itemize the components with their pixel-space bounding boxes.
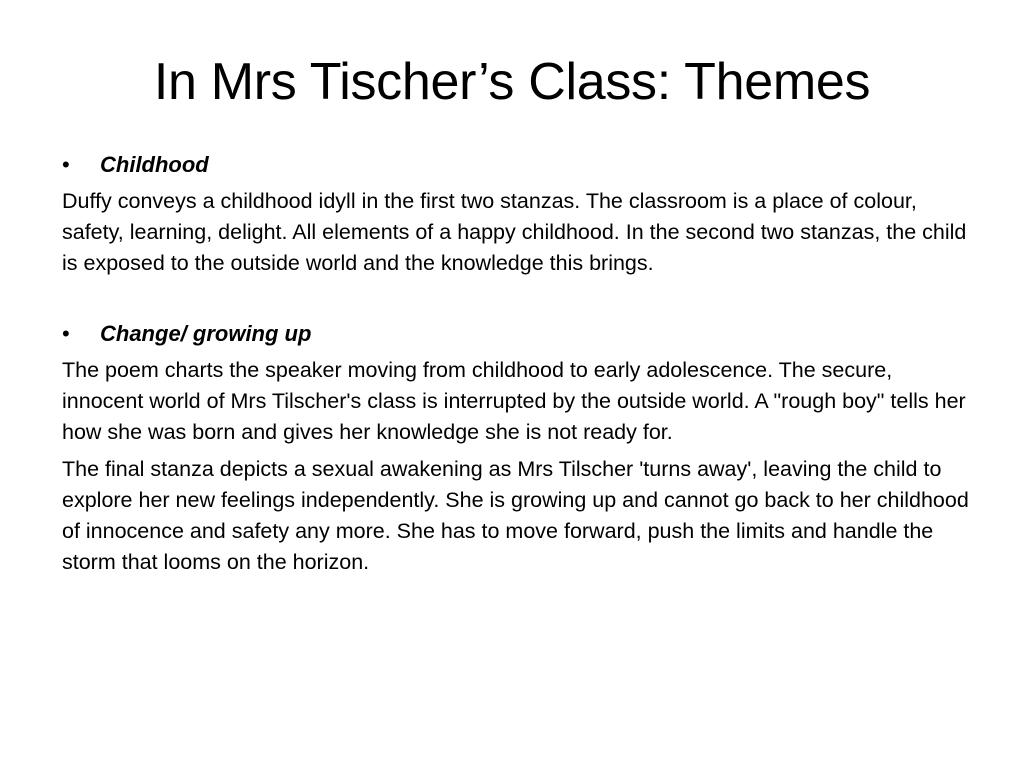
- slide-content: [62, 148, 972, 584]
- paragraph-change-1: The poem charts the speaker moving from childhood to early adolescence. The secure, innocent world of Mrs Tilscher's class is interrupted by the outside world. A "rough boy" tells her how she was born and gives her knowledge she is not ready for.: [62, 358, 966, 444]
- bullet-change-growing-up: [62, 317, 972, 351]
- section-spacer: [62, 285, 972, 317]
- bullet-dot-icon: •: [62, 152, 70, 177]
- paragraph-change-2: The final stanza depicts a sexual awakening as Mrs Tilscher 'turns away', leaving the child to explore her new feelings independently. She is growing up and cannot go back to her childhood of innocence and safety any more. She has to move forward, push the limits and handle the storm that looms on the horizon.: [62, 457, 969, 574]
- bullet-heading: Childhood: [100, 152, 209, 177]
- bullet-childhood: [62, 148, 972, 182]
- slide-title: In Mrs Tischer’s Class: Themes: [153, 53, 871, 111]
- bullet-heading: Change/ growing up: [100, 321, 312, 346]
- paragraph-childhood: Duffy conveys a childhood idyll in the first two stanzas. The classroom is a place of colour, safety, learning, delight. All elements of a happy childhood. In the second two stanzas, the child is exposed to the outside world and the knowledge this brings.: [62, 189, 967, 275]
- bullet-dot-icon: •: [62, 321, 70, 346]
